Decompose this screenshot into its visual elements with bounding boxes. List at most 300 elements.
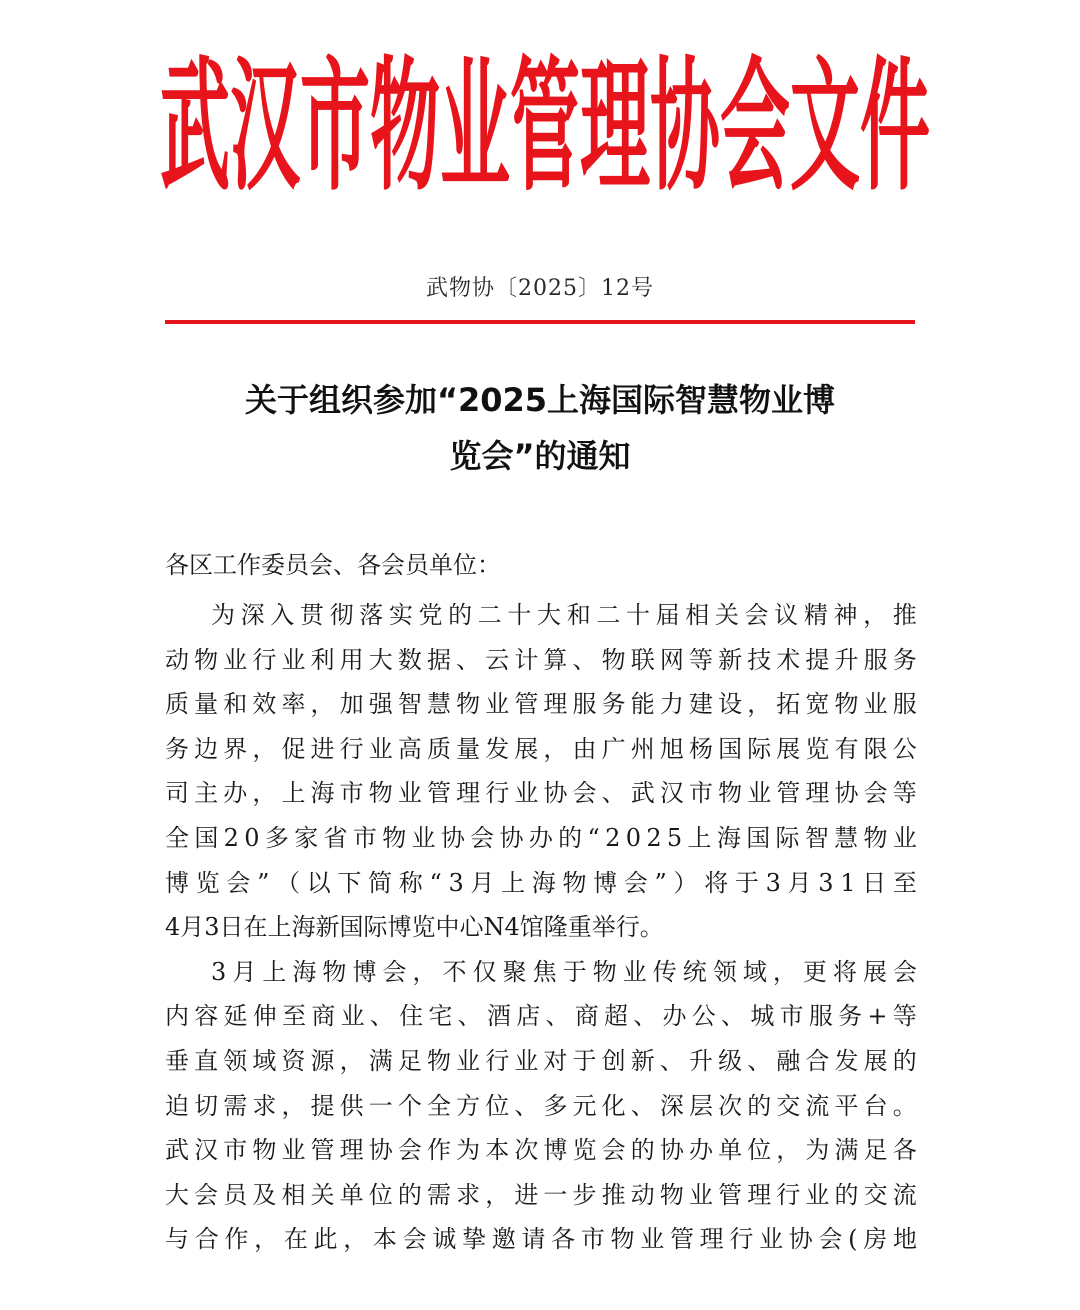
body-character: ，	[343, 1225, 368, 1254]
body-character: 物	[610, 1225, 635, 1254]
body-character: 推	[601, 1180, 626, 1209]
body-character: 会	[601, 1136, 626, 1165]
body-character: 需	[426, 1180, 451, 1209]
body-line	[165, 816, 917, 861]
body-character: 设	[718, 690, 743, 719]
body-character: 于	[734, 868, 759, 897]
body-character: 促	[281, 734, 306, 763]
body-character: 博	[593, 868, 618, 897]
document-number: 武物协〔2025〕12号	[426, 276, 654, 301]
body-character: 创	[601, 1046, 626, 1075]
body-character: 管	[310, 1136, 335, 1165]
body-character: 入	[270, 601, 295, 629]
body-character: 位	[485, 1091, 510, 1120]
body-character: 展	[862, 957, 887, 986]
body-character: 级	[718, 1046, 743, 1075]
body-character: 方	[456, 1091, 481, 1120]
body-character: ，	[412, 957, 437, 986]
body-character: 业	[514, 779, 539, 808]
body-character: 对	[543, 1046, 568, 1075]
body-character: 上	[262, 957, 287, 986]
body-character: 进	[514, 1180, 539, 1209]
body-character: 领	[712, 957, 737, 986]
masthead-title	[160, 42, 930, 212]
body-character: 十	[507, 601, 532, 629]
body-character: 单	[339, 1180, 364, 1209]
body-character: 市	[779, 1002, 804, 1031]
body-character: 算	[543, 645, 568, 674]
body-character: 1	[840, 868, 856, 897]
masthead-character: 汉	[230, 42, 300, 212]
body-character: 实	[388, 601, 413, 629]
body-line	[165, 950, 917, 995]
body-character: 汉	[659, 779, 684, 808]
body-character: 行	[252, 645, 277, 674]
body-character: 限	[863, 734, 888, 763]
body-character: 际	[775, 823, 800, 852]
body-character: 等	[892, 1002, 917, 1031]
body-line	[165, 593, 917, 638]
body-character: 大	[537, 601, 562, 629]
body-character: 、	[369, 1002, 394, 1031]
body-character: 一	[543, 1180, 568, 1209]
body-character: 武	[630, 779, 655, 808]
body-character: 量	[194, 690, 219, 719]
body-character: 博	[352, 957, 377, 986]
body-character: 领	[223, 1046, 248, 1075]
body-character: 业	[514, 1046, 539, 1075]
body-character: 有	[834, 734, 859, 763]
body-character: ，	[863, 601, 888, 629]
body-character: 提	[805, 645, 830, 674]
body-character: 0	[625, 823, 641, 852]
body-character: 协	[368, 1136, 393, 1165]
body-character: 新	[630, 1046, 655, 1075]
body-character: 请	[521, 1225, 546, 1254]
body-character: “	[587, 823, 600, 852]
body-character: 司	[165, 779, 189, 808]
body-character: 交	[863, 1180, 888, 1209]
body-character: 会	[397, 1136, 422, 1165]
body-character: 单	[718, 1136, 743, 1165]
body-character: 城	[750, 1002, 775, 1031]
body-character: 广	[601, 734, 626, 763]
red-divider-line	[165, 320, 915, 324]
body-character: 和	[223, 690, 248, 719]
body-character: 为	[456, 1136, 481, 1165]
body-character: 月	[470, 868, 495, 897]
body-character: 精	[803, 601, 828, 629]
body-character: 业	[805, 1180, 830, 1209]
body-character: 物	[252, 1136, 277, 1165]
body-character: 等	[892, 779, 917, 808]
body-character: 员	[223, 1180, 248, 1209]
body-character: 协	[659, 1136, 684, 1165]
body-character: 各	[551, 1225, 576, 1254]
body-character: 地	[892, 1225, 917, 1254]
body-character: 网	[659, 645, 684, 674]
body-character: (	[848, 1225, 858, 1254]
body-character: 全	[426, 1091, 451, 1120]
body-character: 业	[340, 1002, 365, 1031]
body-character: 域	[742, 957, 767, 986]
body-character: 个	[397, 1091, 422, 1120]
salutation: 各区工作委员会、各会员单位：	[165, 551, 501, 579]
body-character: 仅	[472, 957, 497, 986]
body-character: 、	[572, 645, 597, 674]
body-character: 办	[223, 779, 248, 808]
body-character: 会	[818, 1225, 843, 1254]
body-character: 家	[294, 823, 319, 852]
body-character: 杨	[688, 734, 713, 763]
body-character: 物	[562, 868, 587, 897]
body-character: 物	[863, 823, 888, 852]
body-character: 次	[514, 1136, 539, 1165]
body-character: 海	[531, 868, 556, 897]
body-character: 技	[747, 645, 772, 674]
body-character: 、	[456, 645, 481, 674]
body-character: 新	[718, 645, 743, 674]
body-character: 业	[456, 1046, 481, 1075]
body-character: 源	[310, 1046, 335, 1075]
body-character: 月	[232, 957, 257, 986]
body-character: 物	[718, 779, 743, 808]
body-character: 会	[863, 779, 888, 808]
body-character: 升	[688, 1046, 713, 1075]
body-character: 贯	[299, 601, 324, 629]
body-character: 多	[264, 823, 289, 852]
body-character: 物	[322, 957, 347, 986]
body-character: 界	[223, 734, 248, 763]
body-character: 本	[485, 1136, 510, 1165]
body-character: ，	[747, 690, 772, 719]
body-character: 理	[699, 1225, 724, 1254]
body-character: 海	[716, 823, 741, 852]
body-character: 用	[339, 645, 364, 674]
body-character: 务	[838, 1002, 863, 1031]
body-character: 动	[165, 645, 189, 674]
body-character: 办	[688, 1136, 713, 1165]
body-character: 会	[893, 957, 917, 986]
body-character: ”	[654, 868, 667, 897]
body-character: （	[276, 868, 301, 897]
body-character: 商	[311, 1002, 336, 1031]
body-character: ，	[339, 1046, 364, 1075]
body-line	[165, 771, 917, 816]
body-character: 称	[398, 868, 423, 897]
body-character: 行	[339, 734, 364, 763]
body-character: 上	[281, 779, 306, 808]
body-character: 物	[456, 690, 481, 719]
body-character: 3	[448, 868, 464, 897]
body-character: 交	[776, 1091, 801, 1120]
body-character: 进	[310, 734, 335, 763]
body-character: 0	[244, 823, 260, 852]
body-character: 云	[485, 645, 510, 674]
body-character: 、	[721, 1002, 746, 1031]
masthead-character: 管	[510, 42, 580, 212]
notice-body	[165, 593, 917, 1262]
masthead-character: 市	[300, 42, 370, 212]
body-character: 十	[625, 601, 650, 629]
body-character: 求	[252, 1091, 277, 1120]
body-character: 服	[808, 1002, 833, 1031]
body-character: 求	[456, 1180, 481, 1209]
body-character: 及	[252, 1180, 277, 1209]
body-character: 以	[306, 868, 331, 897]
body-character: 流	[892, 1180, 917, 1209]
body-character: 旭	[659, 734, 684, 763]
body-character: 质	[426, 734, 451, 763]
body-character: 满	[834, 1136, 859, 1165]
body-character: 挚	[462, 1225, 487, 1254]
body-character: 数	[397, 645, 422, 674]
body-character: 办	[528, 823, 553, 852]
body-character: 。	[892, 1091, 917, 1120]
body-character: 于	[572, 1046, 597, 1075]
body-character: 业	[747, 779, 772, 808]
masthead-character: 物	[370, 42, 440, 212]
body-character: 业	[368, 734, 393, 763]
body-character: 效	[252, 690, 277, 719]
body-character: 展	[514, 734, 539, 763]
body-character: ，	[485, 1180, 510, 1209]
body-line	[165, 861, 917, 906]
body-character: 的	[892, 1046, 917, 1075]
body-character: 务	[601, 690, 626, 719]
body-character: 览	[572, 1136, 597, 1165]
body-character: 省	[323, 823, 348, 852]
body-character: 需	[223, 1091, 248, 1120]
body-character: 服	[572, 690, 597, 719]
masthead-character: 协	[650, 42, 720, 212]
body-character: 拓	[776, 690, 801, 719]
body-character: 业	[485, 690, 510, 719]
body-character: 览	[195, 868, 220, 897]
body-character: 的	[397, 1180, 422, 1209]
body-character: 焦	[532, 957, 557, 986]
body-character: 升	[834, 645, 859, 674]
body-character: 统	[682, 957, 707, 986]
body-character: 能	[630, 690, 655, 719]
body-character: 业	[622, 957, 647, 986]
body-character: 物	[592, 957, 617, 986]
masthead-character: 武	[160, 42, 230, 212]
body-character: ，	[281, 1091, 306, 1120]
body-character: 业	[759, 1225, 784, 1254]
body-character: 、	[659, 1046, 684, 1075]
body-character: 切	[194, 1091, 219, 1120]
masthead-character: 业	[440, 42, 510, 212]
body-character: 行	[776, 1180, 801, 1209]
body-character: 市	[688, 779, 713, 808]
body-character: 博	[165, 868, 189, 897]
body-line	[165, 1128, 917, 1173]
body-character: 推	[892, 601, 917, 629]
body-character: 务	[165, 734, 189, 763]
body-character: 域	[252, 1046, 277, 1075]
body-character: 物	[659, 1180, 684, 1209]
body-character: 会	[470, 823, 495, 852]
body-character: 发	[834, 1046, 859, 1075]
body-character: 作	[426, 1136, 451, 1165]
body-character: 市	[339, 779, 364, 808]
body-character: 理	[456, 779, 481, 808]
body-character: 质	[165, 690, 189, 719]
body-character: 满	[368, 1046, 393, 1075]
body-character: 党	[418, 601, 443, 629]
body-character: 协	[788, 1225, 813, 1254]
body-character: 店	[516, 1002, 541, 1031]
body-character: 展	[776, 734, 801, 763]
body-character: 建	[688, 690, 713, 719]
body-character: 行	[729, 1225, 754, 1254]
notice-title-line-1: 关于组织参加“2025上海国际智慧物业博	[244, 381, 836, 419]
body-character: 、	[457, 1002, 482, 1031]
notice-title-line-2: 览会”的通知	[449, 437, 631, 475]
body-character: 物	[194, 645, 219, 674]
body-character: 于	[562, 957, 587, 986]
body-character: 办	[662, 1002, 687, 1031]
body-character: 化	[601, 1091, 626, 1120]
body-character: 本	[372, 1225, 397, 1254]
body-character: 内	[165, 1002, 189, 1031]
body-character: 理	[339, 1136, 364, 1165]
body-character: 物	[834, 690, 859, 719]
body-character: ”	[257, 868, 270, 897]
body-character: 聚	[502, 957, 527, 986]
body-character: 步	[572, 1180, 597, 1209]
body-character: 管	[718, 1180, 743, 1209]
body-character: 届	[655, 601, 680, 629]
body-character: 融	[776, 1046, 801, 1075]
body-character: 管	[514, 690, 539, 719]
body-character: 日	[862, 868, 887, 897]
body-character: 览	[805, 734, 830, 763]
body-character: 动	[630, 1180, 655, 1209]
body-character: 业	[397, 779, 422, 808]
body-character: 二	[596, 601, 621, 629]
body-line: 4月3日在上海新国际博览中心N4馆隆重举行。	[165, 913, 664, 942]
body-character: 服	[892, 690, 917, 719]
body-character: 物	[601, 645, 626, 674]
body-character: 业	[892, 823, 917, 852]
body-character: 联	[630, 645, 655, 674]
body-character: 市	[223, 1136, 248, 1165]
body-character: 2	[605, 823, 621, 852]
body-character: 商	[574, 1002, 599, 1031]
body-character: 慧	[834, 823, 859, 852]
body-line	[165, 1039, 917, 1084]
body-character: 行	[485, 779, 510, 808]
body-character: 协	[499, 823, 524, 852]
body-character: 会	[194, 1180, 219, 1209]
body-line	[165, 727, 917, 772]
body-character: 、	[514, 1091, 539, 1120]
body-character: “	[429, 868, 442, 897]
body-character: 术	[776, 645, 801, 674]
body-character: 高	[397, 734, 422, 763]
body-character: 作	[224, 1225, 249, 1254]
body-character: 相	[685, 601, 710, 629]
body-character: 房	[863, 1225, 888, 1254]
body-character: 业	[863, 690, 888, 719]
body-character: 率	[281, 690, 306, 719]
body-character: 市	[352, 823, 377, 852]
body-character: 次	[718, 1091, 743, 1120]
body-character: 国	[746, 823, 771, 852]
body-character: 、	[747, 1046, 772, 1075]
body-line	[165, 1173, 917, 1218]
body-character: 物	[426, 1046, 451, 1075]
body-character: 理	[805, 779, 830, 808]
body-character: 超	[603, 1002, 628, 1031]
body-character: 在	[283, 1225, 308, 1254]
body-character: 深	[240, 601, 265, 629]
body-character: 发	[485, 734, 510, 763]
masthead-character: 文	[790, 42, 860, 212]
body-character: 至	[892, 868, 917, 897]
body-character: 合	[194, 1225, 219, 1254]
body-character: 相	[281, 1180, 306, 1209]
notice-title	[160, 372, 920, 484]
body-character: 智	[397, 690, 422, 719]
body-character: 落	[359, 601, 384, 629]
body-character: 将	[704, 868, 729, 897]
body-character: 际	[747, 734, 772, 763]
body-line	[165, 1084, 917, 1129]
body-character: 会	[623, 868, 648, 897]
body-character: ，	[310, 690, 335, 719]
body-line	[165, 682, 917, 727]
body-character: 酒	[486, 1002, 511, 1031]
body-character: ，	[252, 779, 277, 808]
body-character: 关	[714, 601, 739, 629]
body-character: 慧	[426, 690, 451, 719]
body-character: 的	[630, 1136, 655, 1165]
body-character: 不	[442, 957, 467, 986]
body-line	[165, 994, 917, 1039]
body-character: 至	[282, 1002, 307, 1031]
body-character: 合	[805, 1046, 830, 1075]
body-character: 市	[580, 1225, 605, 1254]
body-character: 大	[165, 1180, 189, 1209]
body-character: 协	[440, 823, 465, 852]
body-character: 邀	[491, 1225, 516, 1254]
masthead-character: 会	[720, 42, 790, 212]
body-character: 3	[765, 868, 781, 897]
body-character: 层	[688, 1091, 713, 1120]
body-character: 业	[281, 645, 306, 674]
body-character: 协	[834, 779, 859, 808]
body-character: 神	[833, 601, 858, 629]
masthead-character: 件	[860, 42, 930, 212]
body-character: 会	[226, 868, 251, 897]
body-character: 计	[514, 645, 539, 674]
body-character: ，	[772, 957, 797, 986]
body-character: 业	[281, 1136, 306, 1165]
body-character: 物	[382, 823, 407, 852]
body-character: 此	[313, 1225, 338, 1254]
body-character: 位	[368, 1180, 393, 1209]
body-character: 国	[718, 734, 743, 763]
body-character: 、	[633, 1002, 658, 1031]
body-character: 博	[543, 1136, 568, 1165]
body-character: 3	[818, 868, 834, 897]
body-character: 更	[802, 957, 827, 986]
body-character: 会	[572, 779, 597, 808]
body-character: 延	[223, 1002, 248, 1031]
